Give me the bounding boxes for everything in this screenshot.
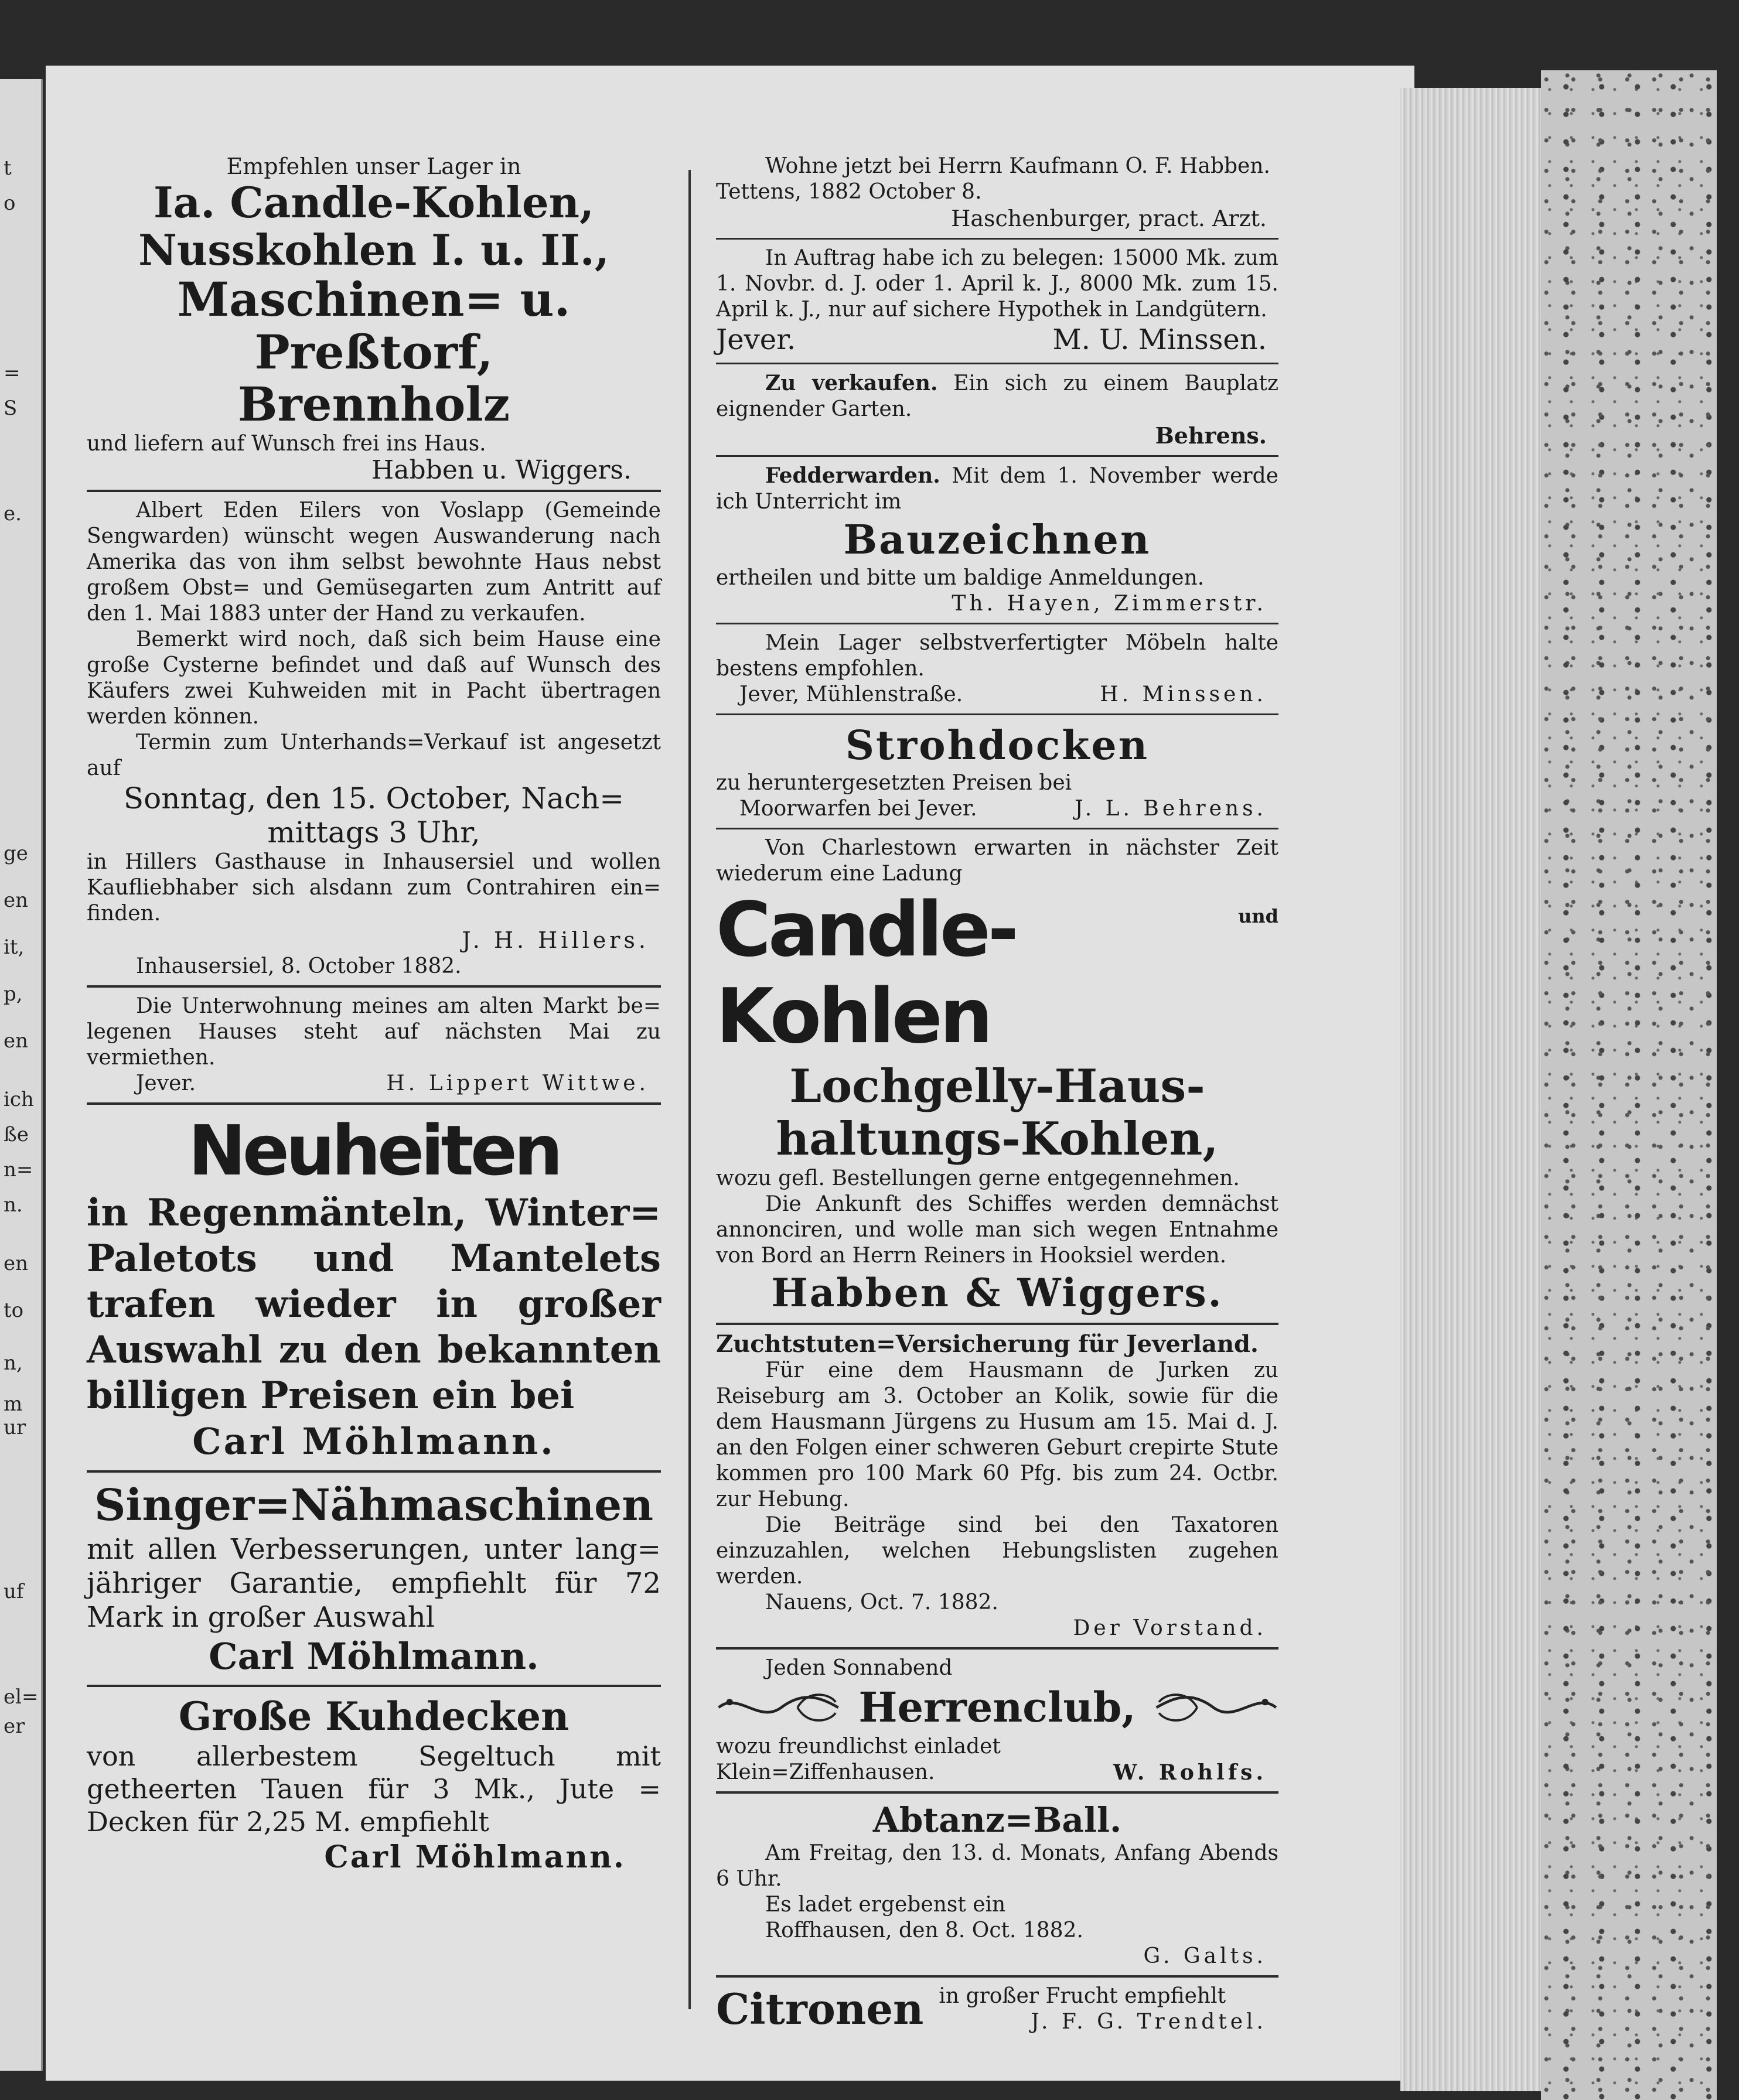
ad-text: ertheilen und bitte um baldige Anmeldungen. [716, 566, 1205, 590]
ad-separator [87, 985, 661, 988]
ad-place-date: Roffhausen, den 8. Oct. 1882. [765, 1918, 1083, 1942]
ad-separator [716, 1975, 1278, 1978]
ad-text: Die Unterwohnung meines am alten Markt be= legenen Hauses steht auf nächsten Mai zu vermiethen. [87, 994, 661, 1070]
ad-headline: Zuchtstuten=Versicherung für Jeverland. [716, 1330, 1259, 1358]
ad-text: Ein sich zu einem Bauplatz eignender Garten. [716, 371, 1278, 421]
previous-page-fragment: e. [4, 502, 22, 525]
ad-signature: H. Lippert Wittwe. [386, 1071, 649, 1096]
ad-zuchtstuten [716, 1331, 1278, 1641]
ad-separator [716, 455, 1278, 457]
ad-separator [716, 1647, 1278, 1650]
previous-page-fragment: ge [4, 842, 28, 865]
ad-signature: Behrens. [1155, 422, 1267, 449]
ad-body: in Regenmänteln, Winter= Paletots und Mantelets trafen wieder in großer Auswahl zu den bekannten billigen Preisen ein bei [87, 1191, 661, 1418]
ad-place: Jever. [136, 1071, 196, 1096]
ad-body: mit allen Verbesserungen, unter lang= jähriger Garantie, empfiehlt für 72 Mark in großer Auswahl [87, 1533, 661, 1634]
ad-behrens-garden [716, 370, 1278, 449]
ad-text: Wohne jetzt bei Herrn Kaufmann O. F. Habben. [765, 154, 1270, 178]
ad-headline: Lochgelly-Haus- [789, 1060, 1205, 1113]
ad-headline: haltungs-Kohlen, [776, 1112, 1219, 1166]
ad-signature: W. Rohlfs. [1113, 1760, 1267, 1785]
ad-paragraph: Termin zum Unterhands=Verkauf ist angesetzt auf [87, 730, 661, 781]
ad-text: zu heruntergesetzten Preisen bei [716, 771, 1072, 795]
previous-page-fragment: n. [4, 1193, 23, 1217]
ad-lead: Fedderwarden. [765, 463, 940, 488]
ad-signature: M. U. Minssen. [1052, 323, 1267, 356]
previous-page-fragment: S [4, 397, 18, 420]
ad-headline: Nusskohlen I. u. II., [138, 224, 609, 275]
previous-page-fragment: it, [4, 935, 25, 959]
ad-separator [716, 238, 1278, 240]
ad-place: Moorwarfen bei Jever. [739, 797, 977, 821]
previous-page-fragment: m [4, 1392, 23, 1416]
ad-strohdocken [716, 721, 1278, 822]
previous-page-fragment: to [4, 1299, 24, 1322]
ad-separator [87, 1102, 661, 1105]
ad-paragraph: Für eine dem Hausmann de Jurken zu Reiseburg am 3. October an Kolik, sowie für die dem Hausmann Jürgens zu Husum am 15. Mai d. J. an den Folgen einer schweren Geburt crepirte Stute kommen pro 100 Mark 60 Pfg. bis zum 24. Octbr. zur Hebung. [716, 1358, 1278, 1511]
ad-eilers-house-sale [87, 498, 661, 979]
ad-signature: Carl Möhlmann. [192, 1420, 555, 1463]
ad-text: Es ladet ergebenst ein [765, 1893, 1006, 1917]
ad-headline: Brennholz [237, 377, 510, 432]
ad-text: Am Freitag, den 13. d. Monats, Anfang Abends 6 Uhr. [716, 1841, 1278, 1891]
ad-habben-coal [87, 153, 661, 484]
ad-signature: Der Vorstand. [1073, 1616, 1267, 1640]
column-divider [688, 170, 691, 2009]
ad-citronen [716, 1983, 1278, 2035]
ad-headline: Neuheiten [188, 1110, 560, 1191]
ad-signature: H. Minssen. [1100, 682, 1267, 706]
ad-signature: Carl Möhlmann. [209, 1635, 539, 1678]
previous-page-fragment: el= [4, 1685, 39, 1709]
ad-text: in großer Frucht empfiehlt [939, 1984, 1226, 2008]
ad-intro: Empfehlen unser Lager in [226, 153, 521, 179]
ad-und: und [1238, 905, 1278, 927]
ad-place: Jever. [716, 323, 796, 356]
ad-minssen-mortgage [716, 245, 1278, 357]
ad-text: Tettens, 1882 October 8. [716, 180, 982, 204]
ad-headline: Citronen [716, 1984, 924, 2034]
ad-signature: J. H. Hillers. [462, 927, 649, 954]
ad-moebel [716, 630, 1278, 708]
previous-page-fragment: en [4, 1029, 29, 1053]
ad-text: wozu freundlichst einladet [716, 1734, 1001, 1758]
ad-headline: Candle-Kohlen [716, 886, 1016, 1060]
previous-page-fragment: en [4, 889, 29, 912]
ad-signature: Haschenburger, pract. Arzt. [951, 206, 1267, 231]
ornament-right-icon [1154, 1684, 1278, 1731]
ad-headline: Maschinen= u. Preßtorf, [177, 272, 571, 380]
ad-separator [716, 623, 1278, 624]
ad-body: von allerbestem Segeltuch mit getheerten Tauen für 3 Mk., Jute = Decken für 2,25 M. empfiehlt [87, 1740, 661, 1838]
ad-signature: Habben & Wiggers. [771, 1270, 1223, 1316]
previous-page-fragment: ur [4, 1416, 26, 1439]
ad-signature: J. L. Behrens. [1075, 797, 1267, 821]
ornament-left-icon [716, 1684, 841, 1731]
ad-herrenclub [716, 1655, 1278, 1785]
ad-signature: G. Galts. [1143, 1944, 1267, 1968]
previous-page-fragment: = [4, 361, 21, 385]
ad-lead: Zu verkaufen. [765, 371, 938, 395]
previous-page-fragment: er [4, 1715, 25, 1738]
ad-date: Sonntag, den 15. October, Nach= [123, 781, 625, 816]
ad-signature: J. F. G. Trendtel. [1031, 2010, 1267, 2034]
ad-headline: Singer=Nähmaschinen [94, 1480, 654, 1531]
left-column [87, 153, 661, 1877]
ad-intro: Von Charlestown erwarten in nächster Zeit wiederum eine Ladung [716, 836, 1278, 886]
right-column [716, 153, 1278, 2035]
ad-text: Die Ankunft des Schiffes werden demnächst annonciren, und wolle man sich wegen Entnahme von Bord an Herrn Reiners in Hooksiel werden. [716, 1192, 1278, 1268]
ad-paragraph: Albert Eden Eilers von Voslapp (Gemeinde Sengwarden) wünscht wegen Auswanderung nach Amerika das von ihm selbst bewohnte Haus nebst großem Obst= und Gemüsegarten zum Antritt auf den 1. Mai 1883 unter der Hand zu verkaufen. [87, 498, 661, 626]
ad-separator [716, 713, 1278, 715]
ad-intro: Jeden Sonnabend [765, 1656, 953, 1680]
ad-signature: Carl Möhlmann. [324, 1839, 626, 1876]
ad-separator [87, 490, 661, 492]
ad-separator [87, 1470, 661, 1473]
ad-headline: Herrenclub, [858, 1683, 1136, 1732]
ad-headline: Große Kuhdecken [178, 1693, 570, 1740]
ad-paragraph: Bemerkt wird noch, daß sich beim Hause eine große Cysterne befindet und daß auf Wunsch des Käufers zwei Kuhweiden mit in Pacht übertragen werden können. [87, 627, 661, 729]
ad-separator [716, 1791, 1278, 1794]
previous-page-fragment: p, [4, 982, 23, 1006]
previous-page-fragment: n, [4, 1351, 23, 1375]
ad-bauzeichnen [716, 463, 1278, 617]
ad-paragraph: Die Beiträge sind bei den Taxatoren einzuzahlen, welchen Hebungslisten zugehen werden. [716, 1513, 1278, 1589]
ad-signature: Habben u. Wiggers. [371, 455, 632, 486]
previous-page-fragment: o [4, 192, 16, 215]
ad-headline: Strohdocken [845, 722, 1150, 769]
ad-place: Klein=Ziffenhausen. [716, 1760, 935, 1784]
ad-text: Mein Lager selbstverfertigter Möbeln halte bestens empfohlen. [716, 631, 1278, 681]
page-stack-edge [1400, 88, 1553, 2091]
ad-neuheiten [87, 1111, 661, 1464]
ad-separator [716, 828, 1278, 829]
previous-page-edge [0, 79, 43, 2071]
ad-text: Mit dem 1. November werde ich Unterricht im [716, 464, 1278, 514]
previous-page-fragment: ich [4, 1088, 34, 1111]
ad-text: und liefern auf Wunsch frei ins Haus. [87, 432, 486, 456]
ad-separator [716, 1323, 1278, 1325]
ad-signature: Th. Hayen, Zimmerstr. [952, 592, 1267, 616]
ad-place: Jever, Mühlenstraße. [739, 682, 963, 706]
previous-page-fragment: uf [4, 1580, 24, 1603]
previous-page-fragment: ße [4, 1123, 29, 1146]
ad-place-date: Inhausersiel, 8. October 1882. [136, 954, 462, 979]
ad-place-date: Nauens, Oct. 7. 1882. [765, 1590, 998, 1614]
ad-singer [87, 1478, 661, 1679]
ad-text: In Auftrag habe ich zu belegen: 15000 Mk. zum 1. Novbr. d. J. oder 1. April k. J., 8000 Mk. zum 15. April k. J., nur auf sichere Hypothek in Landgütern. [716, 246, 1278, 322]
ad-lippert-rent [87, 993, 661, 1097]
book-cover-edge [1541, 70, 1717, 2100]
previous-page-fragment: n= [4, 1158, 33, 1182]
ad-paragraph: in Hillers Gasthause in Inhausersiel und wollen Kaufliebhaber sich alsdann zum Contrahiren ein= finden. [87, 850, 661, 926]
ad-date: mittags 3 Uhr, [267, 815, 480, 850]
ad-separator [716, 363, 1278, 364]
ad-candle-kohlen [716, 835, 1278, 1317]
ad-headline: Abtanz=Ball. [872, 1800, 1122, 1840]
ad-kuhdecken [87, 1693, 661, 1877]
ad-abtanz-ball [716, 1799, 1278, 1969]
ad-text: wozu gefl. Bestellungen gerne entgegennehmen. [716, 1166, 1240, 1190]
previous-page-fragment: en [4, 1252, 29, 1275]
ad-haschenburger [716, 153, 1278, 232]
ad-separator [87, 1685, 661, 1687]
ad-headline: Ia. Candle-Kohlen, [153, 177, 595, 227]
ad-headline: Bauzeichnen [843, 517, 1151, 564]
previous-page-fragment: t [4, 156, 12, 180]
